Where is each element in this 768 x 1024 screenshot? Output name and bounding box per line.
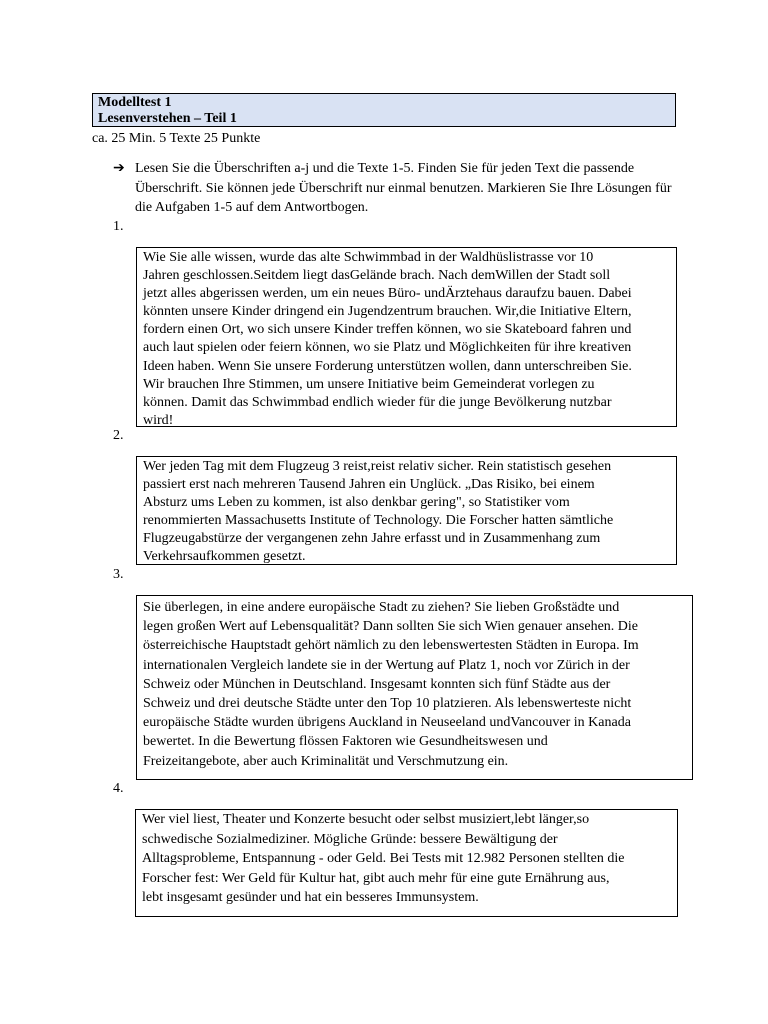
text-line: Wer viel liest, Theater und Konzerte besucht oder selbst musiziert,lebt länger,so <box>142 812 590 827</box>
text-line: Sie überlegen, in eine andere europäische Stadt zu ziehen? Sie lieben Großstädte und <box>143 600 620 615</box>
text-box-2 <box>136 456 677 565</box>
text-number-3: 3. <box>113 567 124 582</box>
text-number-4: 4. <box>113 781 124 796</box>
instruction-text: Lesen Sie die Überschriften a-j und die Texte 1-5. Finden Sie für jeden Text die passende Überschrift. Sie können jede Überschrift nur einmal benutzen. Markieren Sie Ihre Lösungen für die Aufgaben 1-5 auf dem Antwortbogen. <box>135 161 672 215</box>
text-line: Absturz ums Leben zu kommen, ist also denkbar gering", so Statistiker vom <box>143 495 570 511</box>
text-line: Schweiz und drei deutsche Städte unter den Top 10 platzieren. Als lebenswerteste nicht <box>143 696 632 712</box>
text-line: fordern einen Ort, wo sich unsere Kinder treffen können, wo sie Skateboard fahren und <box>143 322 632 338</box>
text-box-1 <box>136 247 677 427</box>
text-line: renommierten Massachusetts Institute of Technology. Die Forscher hatten sämtliche <box>143 513 614 529</box>
text-line: lebt insgesamt gesünder und hat ein besseres Immunsystem. <box>142 890 479 906</box>
text-number-2: 2. <box>113 428 124 443</box>
arrow-icon: ➔ <box>113 161 125 176</box>
text-line: Forscher fest: Wer Geld für Kultur hat, gibt auch mehr für eine gute Ernährung aus, <box>142 870 610 886</box>
text-line: wird! <box>143 412 174 428</box>
test-title: Modelltest 1 <box>98 95 172 110</box>
text-line: Wie Sie alle wissen, wurde das alte Schwimmbad in der Waldhüslistrasse vor 10 <box>143 250 594 265</box>
text-box-3 <box>136 595 693 780</box>
text-line: Alltagsprobleme, Entspannung - oder Geld. Bei Tests mit 12.982 Personen stellten die <box>142 851 625 867</box>
text-line: Jahren geschlossen.Seitdem liegt dasGelände brach. Nach demWillen der Stadt soll <box>143 268 611 284</box>
text-line: Wir brauchen Ihre Stimmen, um unsere Initiative beim Gemeinderat vorlegen zu <box>143 376 595 392</box>
text-line: könnten unsere Kinder dringend ein Jugendzentrum brauchen. Wir,die Initiative Eltern, <box>143 304 632 320</box>
text-line: jetzt alles abgerissen werden, um ein neues Büro- undÄrztehaus daraufzu bauen. Dabei <box>143 286 632 302</box>
section-title: Lesenverstehen – Teil 1 <box>98 111 237 126</box>
text-line: Wer jeden Tag mit dem Flugzeug 3 reist,reist relativ sicher. Rein statistisch gesehen <box>143 459 612 474</box>
text-line: bewertet. In die Bewertung flössen Faktoren wie Gesundheitswesen und <box>143 734 548 750</box>
text-number-1: 1. <box>113 219 124 234</box>
text-line: schwedische Sozialmediziner. Mögliche Gründe: bessere Bewältigung der <box>142 831 558 847</box>
text-line: österreichische Hauptstadt gehört nämlich zu den lebenswertesten Städten in Europa. Im <box>143 638 639 654</box>
header-box <box>92 93 676 127</box>
text-line: passiert erst nach mehreren Tausend Jahren ein Unglück. „Das Risiko, bei einem <box>143 477 595 493</box>
time-and-points: ca. 25 Min. 5 Texte 25 Punkte <box>92 131 261 146</box>
text-line: können. Damit das Schwimmbad endlich wieder für die junge Bevölkerung nutzbar <box>143 394 612 410</box>
text-line: Flugzeugabstürze der vergangenen zehn Jahre erfasst und in Zusammenhang zum <box>143 531 601 547</box>
text-line: auch laut spielen oder feiern können, wo sie Platz und Möglichkeiten für ihre kreativen <box>143 340 632 356</box>
text-line: Schweiz oder München in Deutschland. Insgesamt konnten sich fünf Städte aus der <box>143 676 611 692</box>
text-line: Verkehrsaufkommen gesetzt. <box>143 549 306 565</box>
text-line: europäische Städte wurden übrigens Auckland in Neuseeland undVancouver in Kanada <box>143 715 631 731</box>
text-box-4 <box>135 809 678 917</box>
text-line: Ideen haben. Wenn Sie unsere Forderung unterstützen wollen, dann unterschreiben Sie. <box>143 358 632 374</box>
text-line: Freizeitangebote, aber auch Kriminalität und Verschmutzung ein. <box>143 753 509 769</box>
text-line: internationalen Vergleich landete sie in der Wertung auf Platz 1, noch vor Zürich in der <box>143 657 630 673</box>
text-line: legen großen Wert auf Lebensqualität? Dann sollten Sie sich Wien genauer ansehen. Die <box>143 619 639 635</box>
instruction <box>113 159 683 218</box>
